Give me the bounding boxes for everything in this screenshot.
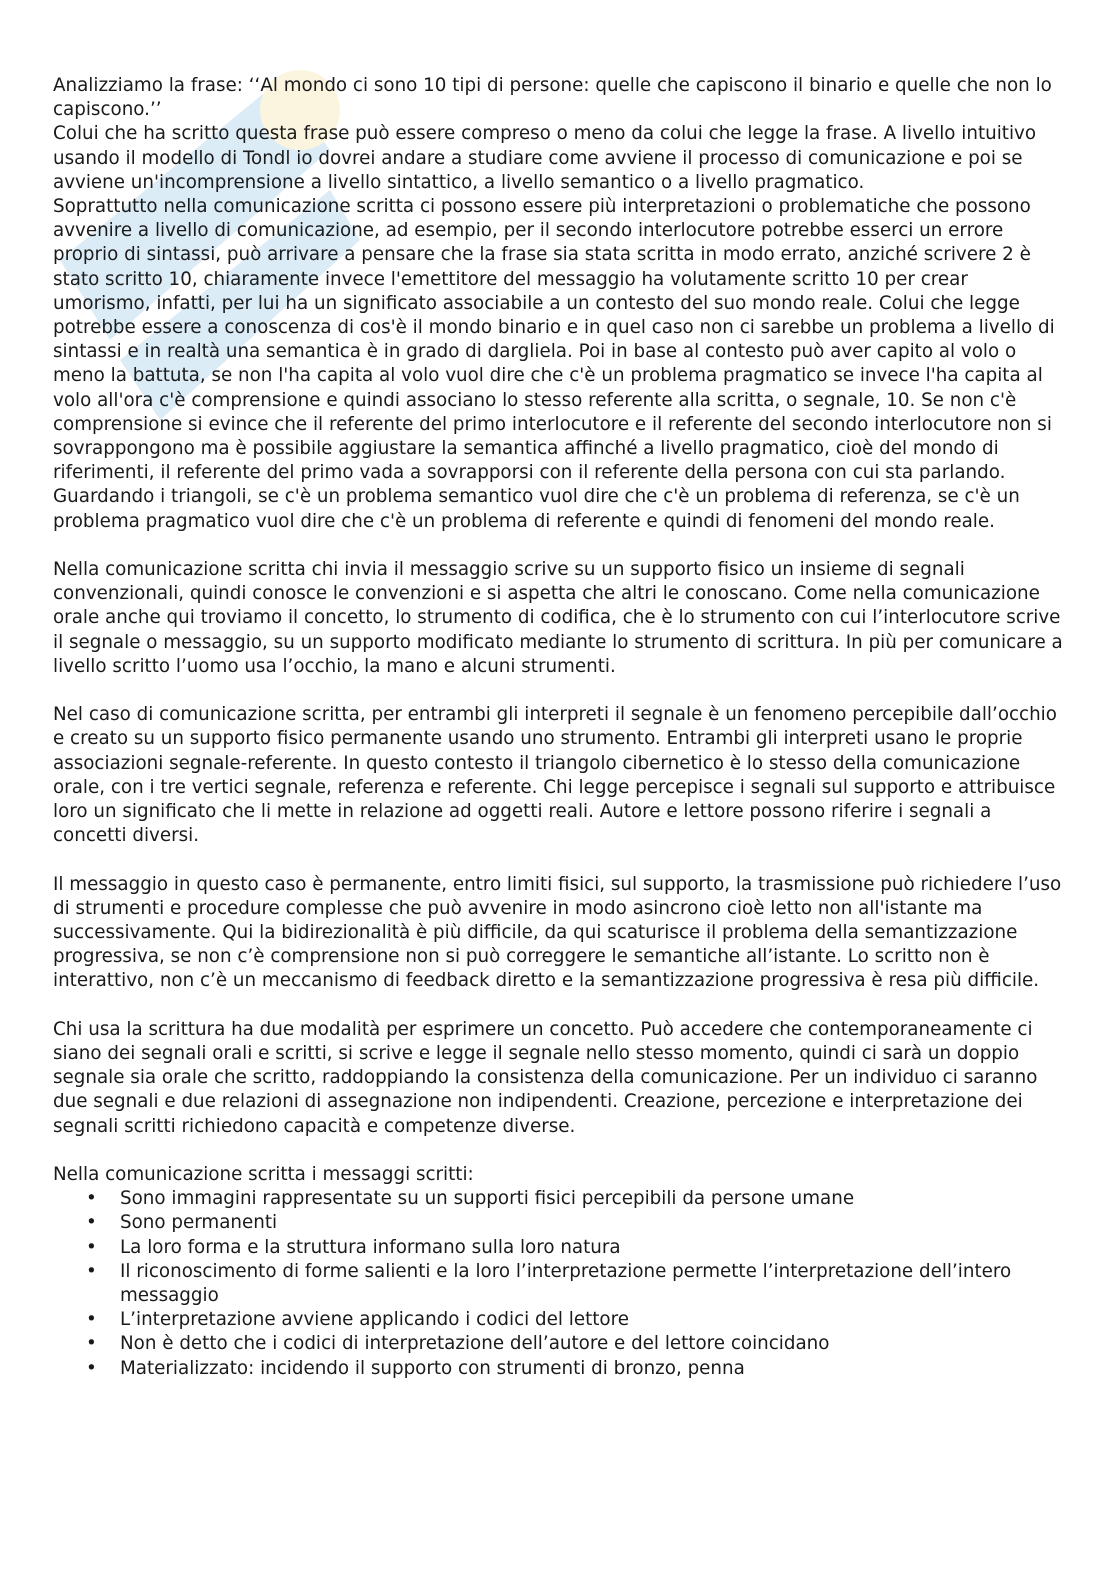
list-item-text: Sono permanenti: [120, 1212, 278, 1234]
list-item-text: Materializzato: incidendo il supporto con strumenti di bronzo, penna: [120, 1357, 745, 1379]
list-item: [53, 1308, 1063, 1332]
document-page: [53, 74, 1063, 1381]
list-item-text: L’interpretazione avviene applicando i codici del lettore: [120, 1309, 629, 1331]
list-item: [53, 1187, 1063, 1211]
bullet-icon: •: [86, 1188, 97, 1210]
bullet-icon: •: [86, 1309, 97, 1331]
written-messages-list: [53, 1187, 1063, 1381]
written-communication-paragraph: Nella comunicazione scritta chi invia il messaggio scrive su un supporto fisico un insieme di segnali convenzionali, quindi conosce le convenzioni e si aspetta che altri le conoscano. Come nella comunicazione orale anche qui troviamo il concetto, lo strumento di codifica, che è lo strumento con cui l’interlocutore scrive il segnale o messaggio, su un supporto modificato mediante lo strumento di scrittura. In più per comunicare a livello scritto l’uomo usa l’occhio, la mano e alcuni strumenti.: [53, 559, 1063, 677]
list-item-text: Non è detto che i codici di interpretazione dell’autore e del lettore coincidano: [120, 1333, 830, 1355]
list-intro: Nella comunicazione scritta i messaggi scritti:: [53, 1164, 474, 1186]
list-item-text: Il riconoscimento di forme salienti e la loro l’interpretazione permette l’interpretazione dell’intero messaggio: [120, 1260, 1012, 1307]
list-item: [53, 1332, 1063, 1356]
list-item: [53, 1357, 1063, 1381]
list-item: [53, 1260, 1063, 1308]
bullet-icon: •: [86, 1357, 97, 1379]
intro-paragraph: Colui che ha scritto questa frase può essere compreso o meno da colui che legge la frase. A livello intuitivo usando il modello di Tondl io dovrei andare a studiare come avviene il processo di comunicazione e poi se avviene un'incomprensione a livello sintattico, a livello semantico o a livello pragmatico.: [53, 123, 1037, 193]
bullet-icon: •: [86, 1236, 97, 1258]
list-item: [53, 1211, 1063, 1235]
list-item-text: La loro forma e la struttura informano sulla loro natura: [120, 1236, 621, 1258]
analysis-paragraph: Soprattutto nella comunicazione scritta ci possono essere più interpretazioni o problematiche che possono avvenire a livello di comunicazione, ad esempio, per il secondo interlocutore potrebbe esserci un errore proprio di sintassi, può arrivare a pensare che la frase sia stata scritta in modo errato, anziché scrivere 2 è stato scritto 10, chiaramente invece l'emettitore del messaggio ha volutamente scritto 10 per crear umorismo, infatti, per lui ha un significato associabile a un contesto del suo mondo reale. Colui che legge potrebbe essere a conoscenza di cos'è il mondo binario e in quel caso non ci sarebbe un problema a livello di sintassi e in realtà una semantica è in grado di dargliela. Poi in base al contesto può aver capito al volo o meno la battuta, se non l'ha capita al volo vuol dire che c'è un problema pragmatico se invece l'ha capita al volo all'ora c'è comprensione e quindi associano lo stesso referente alla scritta, o segnale, 10. Se non c'è comprensione si evince che il referente del primo interlocutore e il referente del secondo interlocutore non si sovrappongono ma è possibile aggiustare la semantica affinché a livello pragmatico, cioè del mondo di riferimenti, il referente del primo vada a sovrapporsi con il referente della persona con cui sta parlando. Guardando i triangoli, se c'è un problema semantico vuol dire che c'è un problema di referenza, se c'è un problema pragmatico vuol dire che c'è un problema di referente e quindi di fenomeni del mondo reale.: [53, 196, 1055, 532]
list-item-text: Sono immagini rappresentate su un supporti fisici percepibili da persone umane: [120, 1188, 855, 1210]
interpreters-paragraph: Nel caso di comunicazione scritta, per entrambi gli interpreti il segnale è un fenomeno percepibile dall’occhio e creato su un supporto fisico permanente usando uno strumento. Entrambi gli interpreti usano le proprie associazioni segnale-referente. In questo contesto il triangolo cibernetico è lo stesso della comunicazione orale, con i tre vertici segnale, referenza e referente. Chi legge percepisce i segnali sul supporto e attribuisce loro un significato che li mette in relazione ad oggetti reali. Autore e lettore possono riferire i segnali a concetti diversi.: [53, 704, 1057, 847]
list-item: [53, 1236, 1063, 1260]
permanence-paragraph: Il messaggio in questo caso è permanente, entro limiti fisici, sul supporto, la trasmissione può richiedere l’uso di strumenti e procedure complesse che può avvenire in modo asincrono cioè letto non all'istante ma successivamente. Qui la bidirezionalità è più difficile, da qui scaturisce il problema della semantizzazione progressiva, se non c’è comprensione non si può correggere le semantiche all’istante. Lo scritto non è interattivo, non c’è un meccanismo di feedback diretto e la semantizzazione progressiva è resa più difficile.: [53, 873, 1062, 992]
bullet-icon: •: [86, 1333, 97, 1355]
intro-quote: Analizziamo la frase: ‘‘Al mondo ci sono 10 tipi di persone: quelle che capiscono il binario e quelle che non lo capiscono.’’: [53, 75, 1052, 121]
bullet-icon: •: [86, 1212, 97, 1234]
writing-modes-paragraph: Chi usa la scrittura ha due modalità per esprimere un concetto. Può accedere che contemporaneamente ci siano dei segnali orali e scritti, si scrive e legge il segnale nello stesso momento, quindi ci sarà un doppio segnale sia orale che scritto, raddoppiando la consistenza della comunicazione. Per un individuo ci saranno due segnali e due relazioni di assegnazione non indipendenti. Creazione, percezione e interpretazione dei segnali scritti richiedono capacità e competenze diverse.: [53, 1018, 1038, 1137]
bullet-icon: •: [86, 1260, 97, 1282]
